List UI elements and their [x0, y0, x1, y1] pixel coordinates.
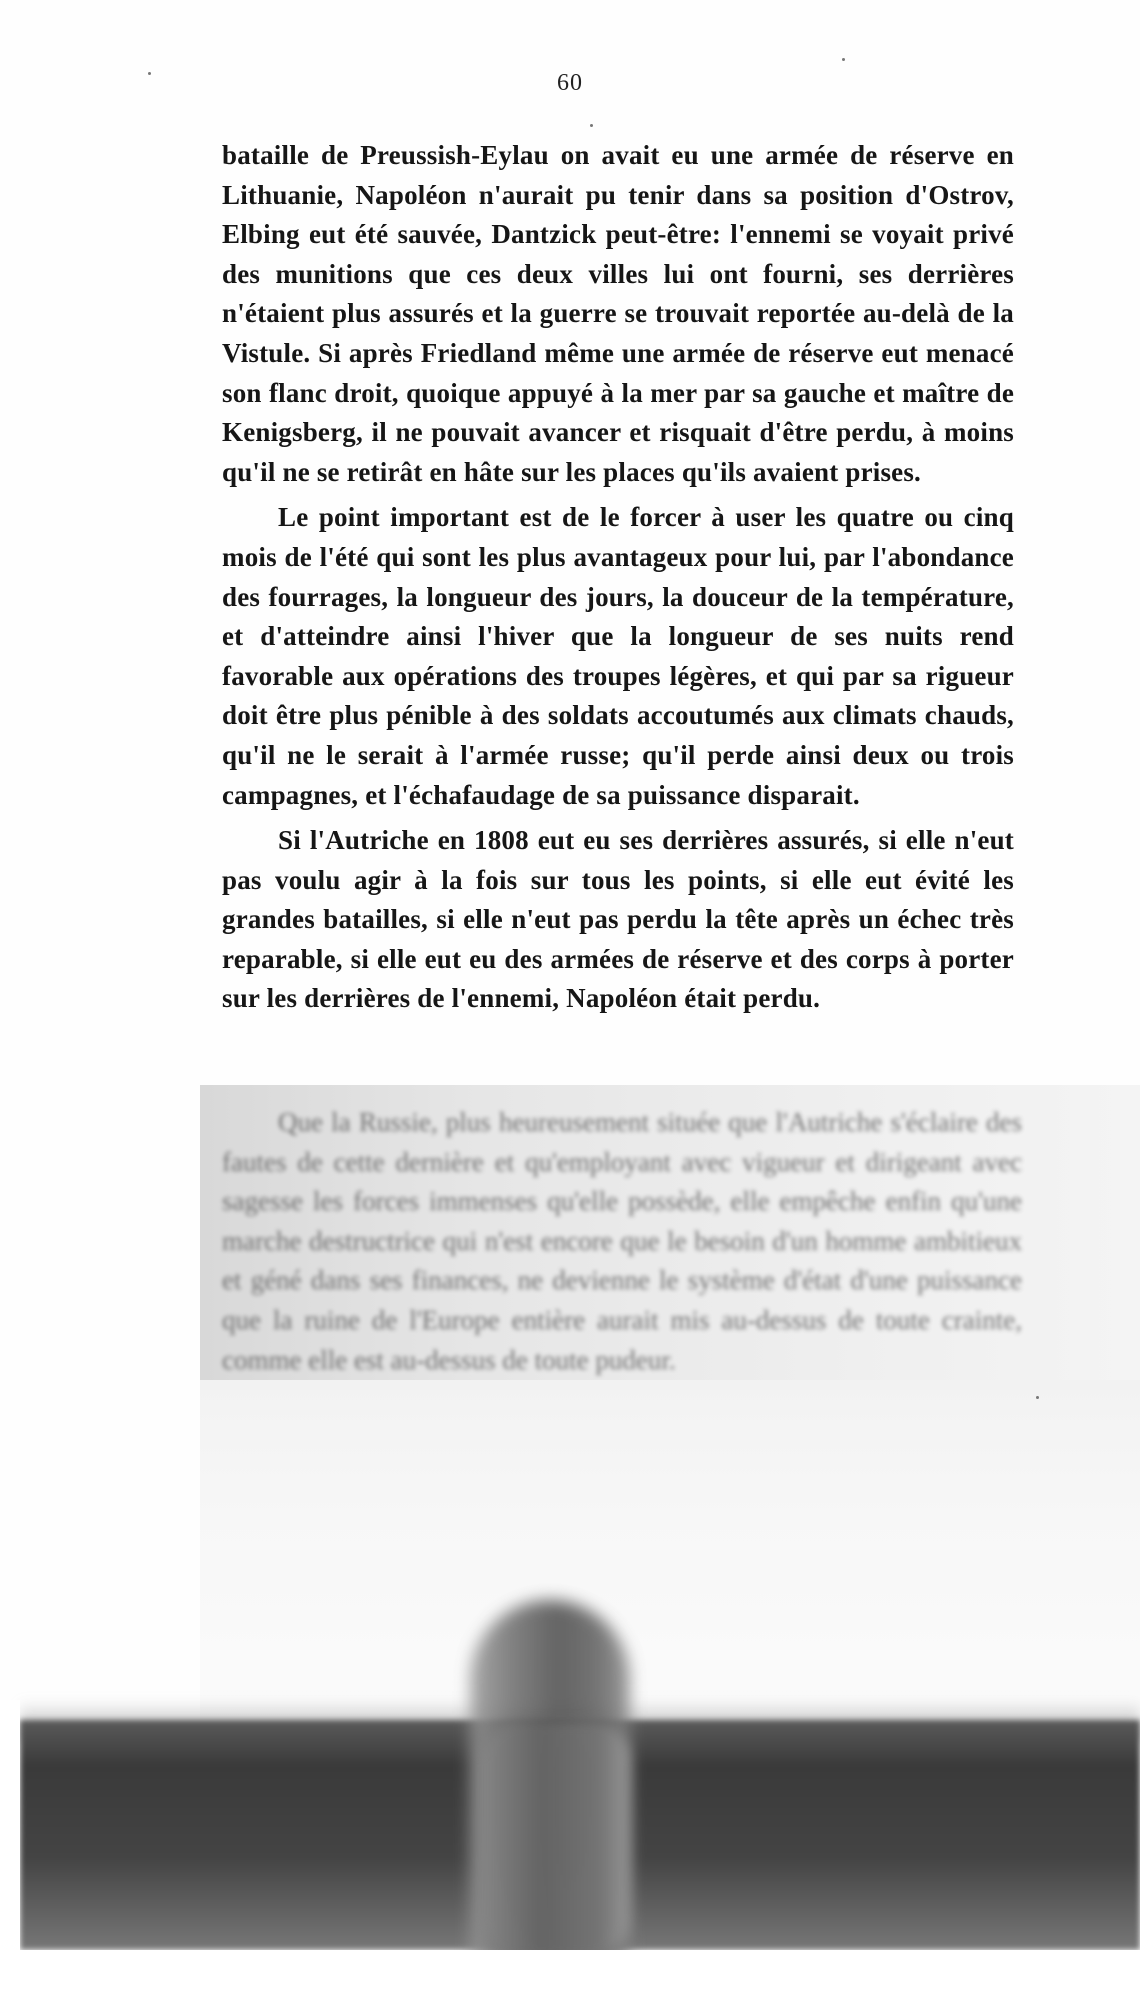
- paragraph-1: bataille de Preussish-Eylau on avait eu une armée de réserve en Lithuanie, Napoléon n'aurait pu tenir dans sa position d'Ostrov, Elbing eut été sauvée, Dantzick peut-être: l'ennemi se voyait privé des munitions que ces deux villes lui ont fourni, ses derrières n'étaient plus assurés et la guerre se trouvait reportée au-delà de la Vistule. Si après Friedland même une armée de réserve eut menacé son flanc droit, quoique appuyé à la mer par sa gauche et maître de Kenigsberg, il ne pouvait avancer et risquait d'être perdu, à moins qu'il ne se retirât en hâte sur les places qu'ils avaient prises.: [222, 140, 1014, 487]
- paragraph-3: Si l'Autriche en 1808 eut eu ses derrières assurés, si elle n'eut pas voulu agir à la fois sur tous les points, si elle eut évité les grandes batailles, si elle n'eut pas perdu la tête après un échec très reparable, si elle eut eu des armées de réserve et des corps à porter sur les derrières de l'ennemi, Napoléon était perdu.: [222, 825, 1014, 1014]
- dust-speck: [148, 72, 151, 75]
- bottom-margin: [0, 1950, 1140, 1999]
- blurred-text-block: [222, 1103, 1022, 1380]
- blank-page-area: [200, 1380, 1140, 1720]
- finger-lower-shape: [480, 1720, 630, 1960]
- blurred-page-region: [200, 1085, 1140, 1425]
- dust-speck: [842, 58, 845, 61]
- main-text-block: [222, 136, 1014, 1025]
- paragraph-2: Le point important est de le forcer à user les quatre ou cinq mois de l'été qui sont les plus avantageux pour lui, par l'abondance des fourrages, la longueur des jours, la douceur de la température, et d'atteindre ainsi l'hiver que la longueur de ses nuits rend favorable aux opérations des troupes légères, et qui par sa rigueur doit être plus pénible à des soldats accoutumés aux climats chauds, qu'il ne le serait à l'armée russe; qu'il perde ainsi deux ou trois campagnes, et l'échafaudage de sa puissance disparait.: [222, 502, 1014, 810]
- paragraph-4: Que la Russie, plus heureusement située que l'Autriche s'éclaire des fautes de cette dernière et qu'employant avec vigueur et dirigeant avec sagesse les forces immenses qu'elle possède, elle empêche enfin qu'une marche destructrice qui n'est encore que le besoin d'un homme ambitieux et géné dans ses finances, ne devienne le système d'état d'une puissance que la ruine de l'Europe entière aurait mis au-dessus de toute crainte, comme elle est au-dessus de toute pudeur.: [222, 1107, 1022, 1375]
- dust-speck: [590, 124, 593, 127]
- page-number: 60: [557, 70, 583, 96]
- dust-speck: [1036, 1396, 1039, 1399]
- left-margin-strip: [0, 1700, 20, 1950]
